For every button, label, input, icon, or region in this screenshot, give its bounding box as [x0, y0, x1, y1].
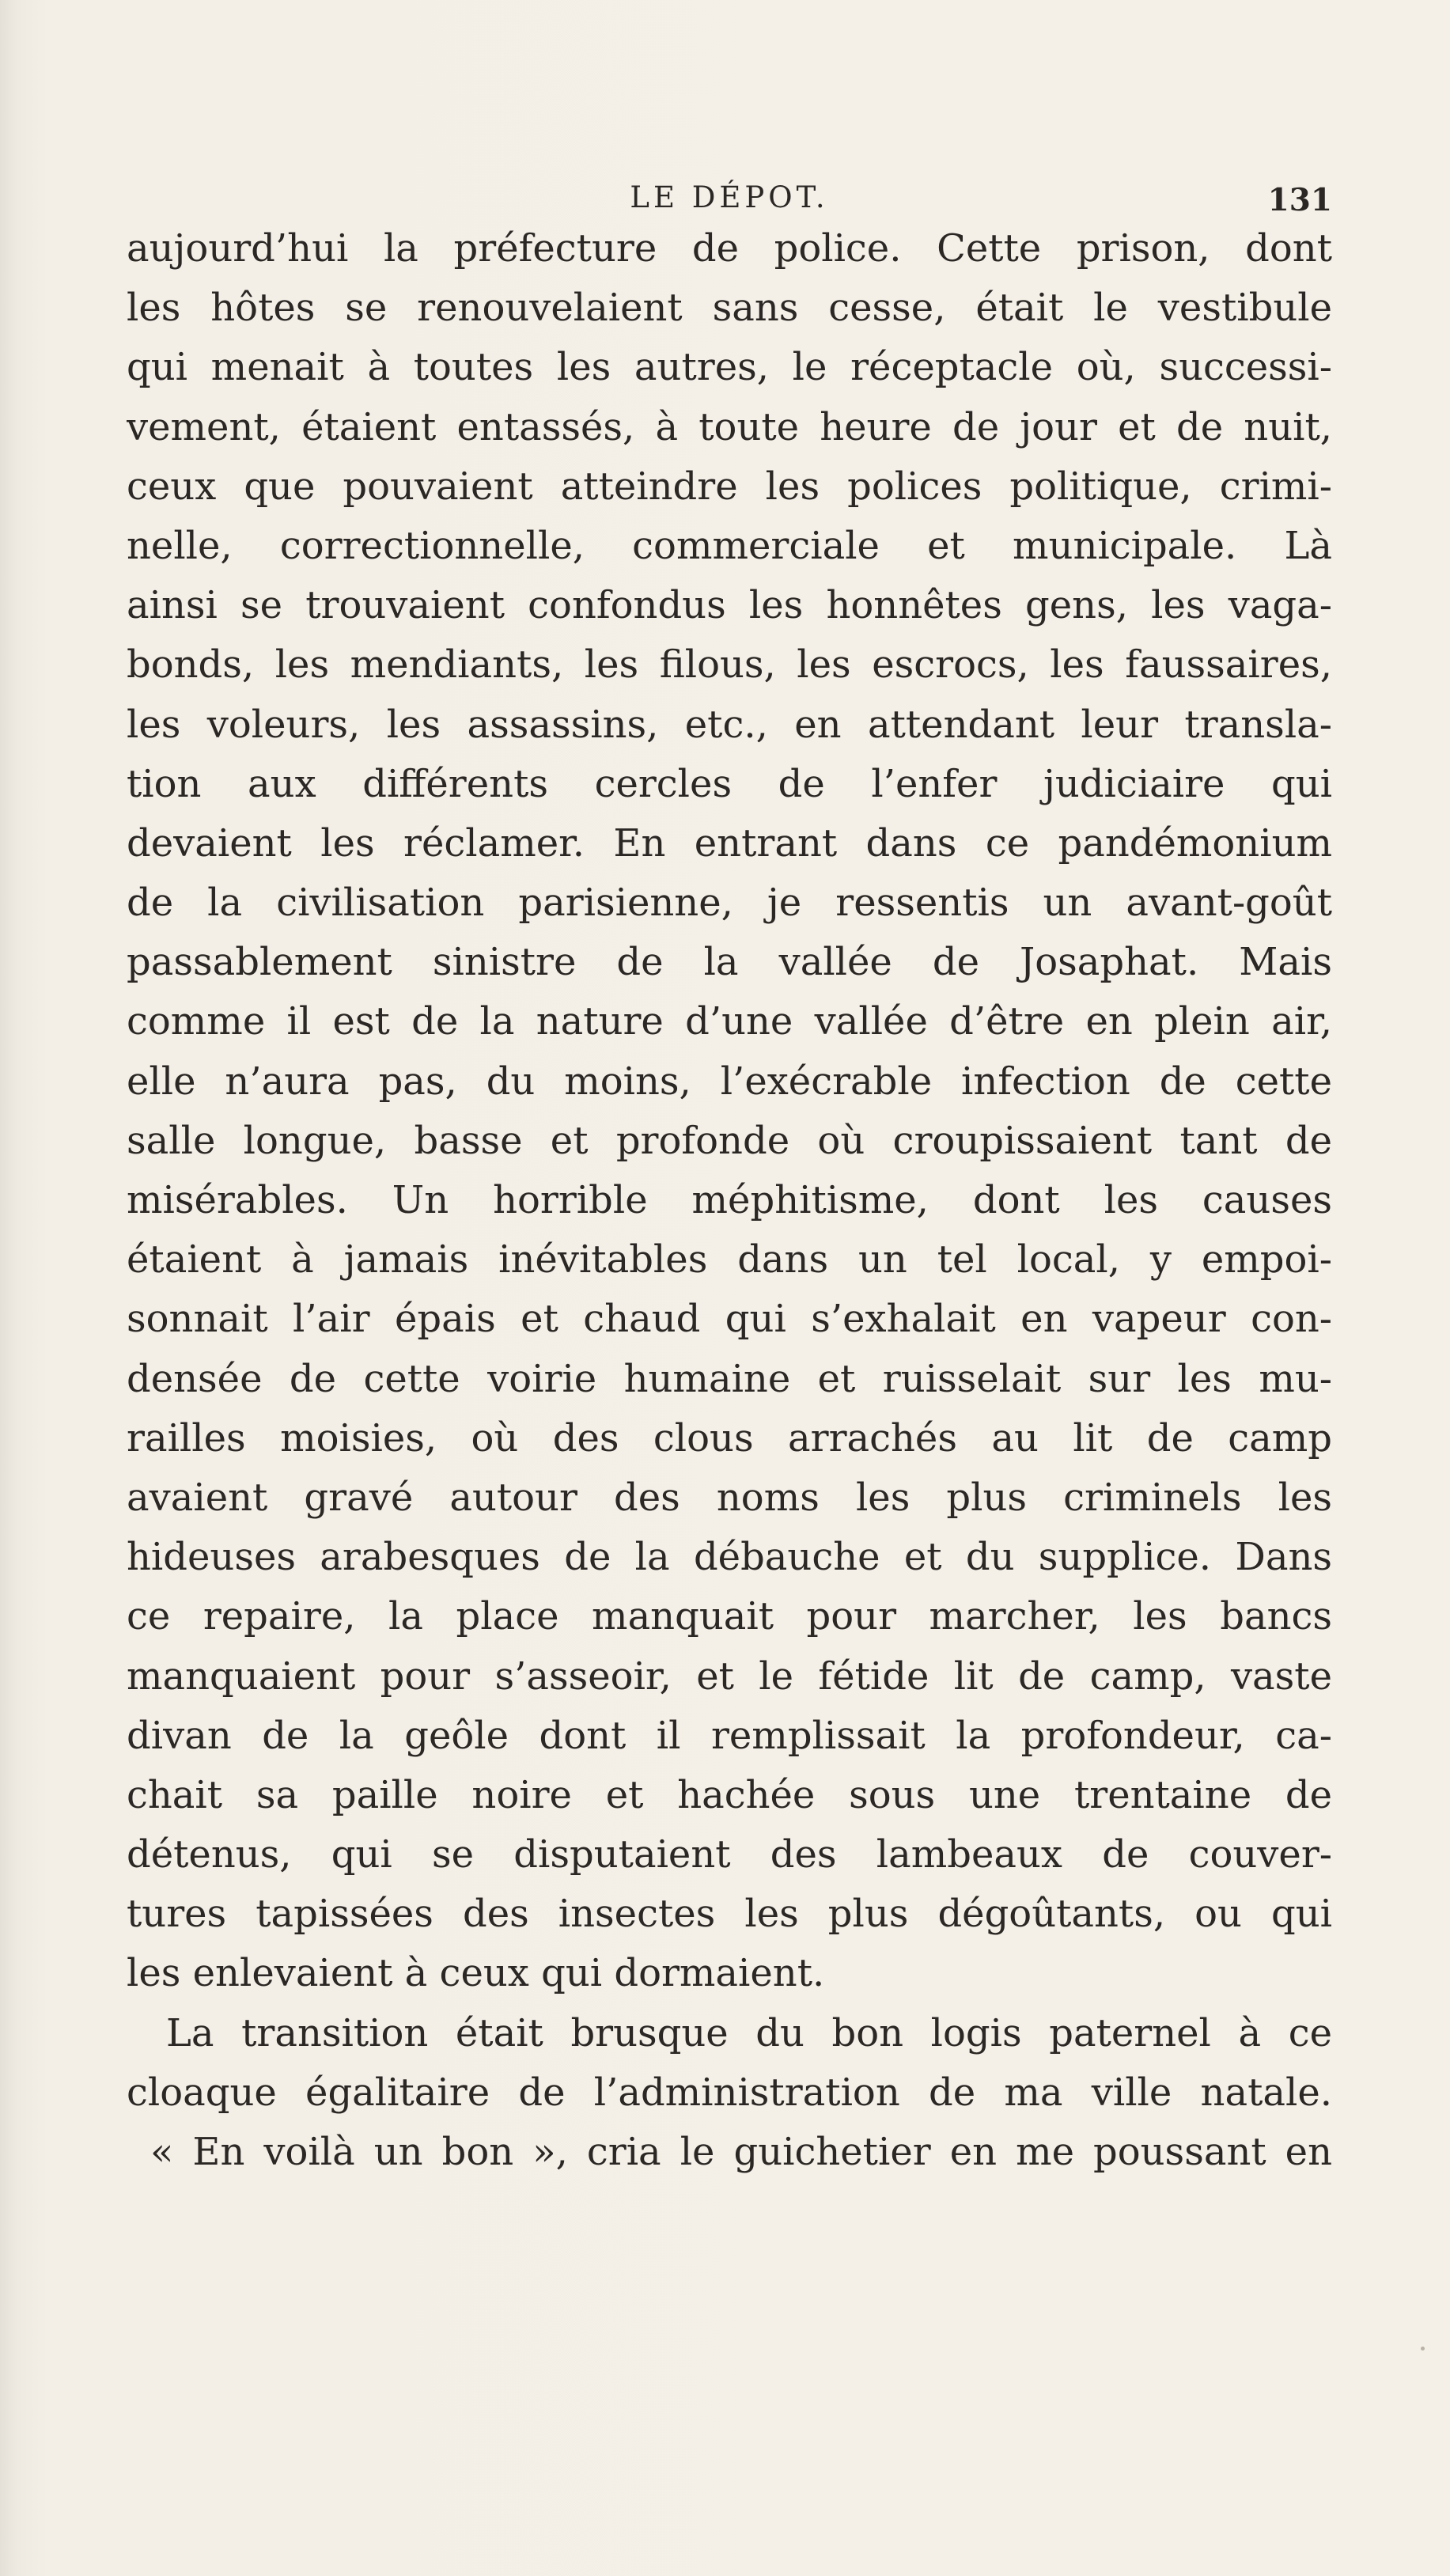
text-line: railles moisies, où des clous arrachés au lit de camp — [127, 1415, 1332, 1460]
text-line: elle n’aura pas, du moins, l’exécrable infection de cette — [127, 1059, 1332, 1104]
page-header — [127, 165, 1332, 220]
paper-speck — [1421, 2347, 1425, 2351]
text-line: cloaque égalitaire de l’administration de ma ville natale. — [127, 2070, 1332, 2115]
text-line: bonds, les mendiants, les filous, les escrocs, les faussaires, — [127, 642, 1332, 688]
text-line: ce repaire, la place manquait pour marcher, les bancs — [127, 1594, 1332, 1639]
text-line: les hôtes se renouvelaient sans cesse, était le vestibule — [127, 286, 1332, 331]
text-line: densée de cette voirie humaine et ruisselait sur les mu- — [127, 1356, 1332, 1401]
paragraph-1 — [127, 219, 1332, 2004]
text-line: salle longue, basse et profonde où croupissaient tant de — [127, 1118, 1332, 1163]
text-line: ceux que pouvaient atteindre les polices politique, crimi- — [127, 464, 1332, 509]
text-line: devaient les réclamer. En entrant dans ce pandémonium — [127, 820, 1332, 866]
text-line: divan de la geôle dont il remplissait la profondeur, ca- — [127, 1713, 1332, 1758]
text-line: sonnait l’air épais et chaud qui s’exhalait en vapeur con- — [127, 1297, 1332, 1342]
text-line: avaient gravé autour des noms les plus criminels les — [127, 1475, 1332, 1520]
text-line: misérables. Un horrible méphitisme, dont les causes — [127, 1178, 1332, 1222]
text-line: comme il est de la nature d’une vallée d’être en plein air, — [127, 999, 1332, 1044]
page-number: 131 — [1267, 182, 1332, 218]
text-line: les voleurs, les assassins, etc., en attendant leur transla- — [127, 702, 1332, 747]
text-line: manquaient pour s’asseoir, et le fétide lit de camp, vaste — [127, 1654, 1332, 1699]
text-line: qui menait à toutes les autres, le réceptacle où, successi- — [127, 345, 1332, 390]
running-head: LE DÉPOT. — [630, 180, 829, 214]
text-line: aujourd’hui la préfecture de police. Cette prison, dont — [127, 226, 1332, 271]
text-line: passablement sinistre de la vallée de Josaphat. Mais — [127, 940, 1332, 985]
text-line: tion aux différents cercles de l’enfer judiciaire qui — [127, 761, 1332, 806]
text-line: étaient à jamais inévitables dans un tel local, y empoi- — [127, 1237, 1332, 1282]
text-line: détenus, qui se disputaient des lambeaux de couver- — [127, 1832, 1332, 1877]
text-line: « En voilà un bon », cria le guichetier en me poussant en — [150, 2130, 1332, 2174]
text-line: La transition était brusque du bon logis paternel à ce — [166, 2010, 1332, 2055]
text-line: chait sa paille noire et hachée sous une trentaine de — [127, 1772, 1332, 1817]
text-line: vement, étaient entassés, à toute heure de jour et de nuit, — [127, 404, 1332, 449]
text-line: nelle, correctionnelle, commerciale et municipale. Là — [127, 523, 1332, 568]
text-line: hideuses arabesques de la débauche et du supplice. Dans — [127, 1535, 1332, 1580]
text-line: les enlevaient à ceux qui dormaient. — [127, 1951, 825, 1996]
text-line: ainsi se trouvaient confondus les honnêtes gens, les vaga- — [127, 583, 1332, 628]
text-line: de la civilisation parisienne, je ressentis un avant-goût — [127, 881, 1332, 926]
paragraph-2 — [127, 2004, 1332, 2183]
body-text — [127, 219, 1332, 2182]
text-line: tures tapissées des insectes les plus dégoûtants, ou qui — [127, 1892, 1332, 1937]
